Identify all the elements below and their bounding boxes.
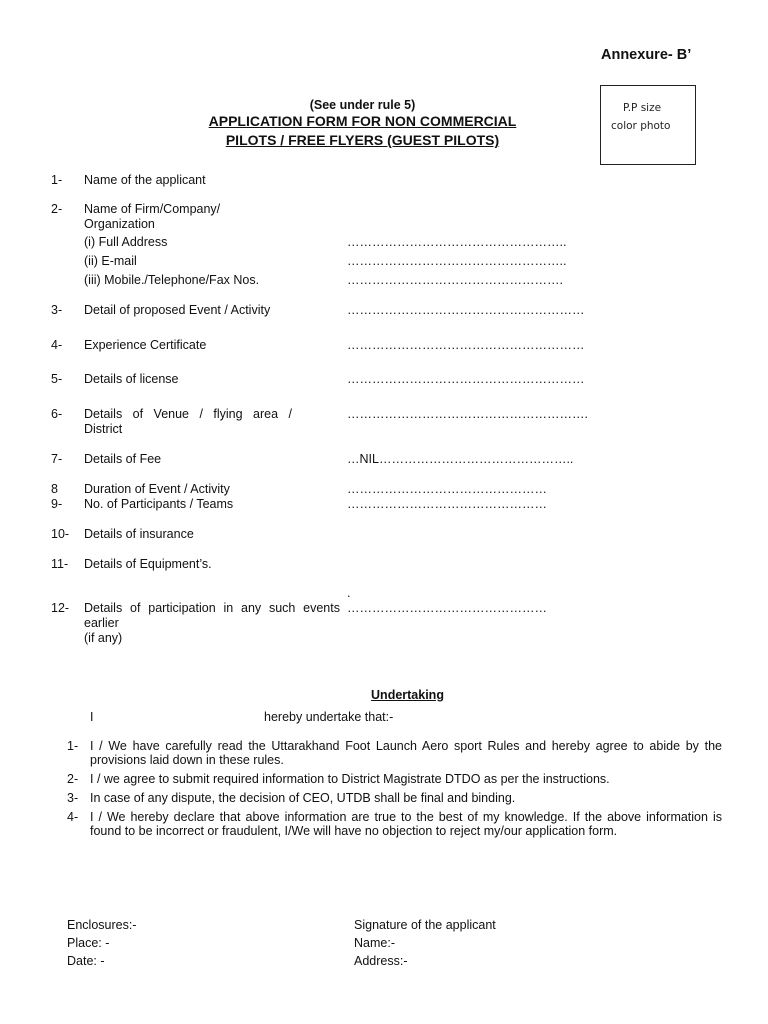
point-text: I / we agree to submit required information to District Magistrate DTDO as per the instructions.	[90, 772, 610, 786]
date-label: Date: -	[67, 954, 105, 968]
item-label: Details of Fee	[84, 452, 162, 466]
item-number: 6-	[51, 407, 63, 421]
sub-item-label: (ii) E-mail	[84, 254, 137, 268]
photo-box-line2: color photo	[611, 120, 671, 132]
item-label: Details of Equipment’s.	[84, 557, 212, 571]
item-value: …………………………………………………	[347, 338, 585, 352]
sub-item-value: ……………………………………………..	[347, 235, 567, 249]
item-number: 7-	[51, 452, 63, 466]
item-number: 5-	[51, 372, 63, 386]
item-label: Details of insurance	[84, 527, 194, 541]
item-label: Name of the applicant	[84, 173, 206, 187]
point-text: I / We have carefully read the Uttarakhand Foot Launch Aero sport Rules and hereby agree to abide by the provisions laid down in these rules.	[90, 739, 722, 767]
point-number: 4-	[67, 810, 79, 824]
item-label: Details of Venue / flying area /	[84, 407, 292, 421]
form-title-line2: PILOTS / FREE FLYERS (GUEST PILOTS)	[225, 132, 500, 148]
item-value: …………………………………………	[347, 497, 547, 511]
item-label-cont: District	[84, 422, 123, 436]
undertaking-heading: Undertaking	[371, 688, 444, 702]
sub-item-label: (i) Full Address	[84, 235, 168, 249]
point-number: 3-	[67, 791, 79, 805]
item-label-cont: (if any)	[84, 631, 123, 645]
signature-label: Signature of the applicant	[354, 918, 496, 932]
sub-item-label: (iii) Mobile./Telephone/Fax Nos.	[84, 273, 260, 287]
point-text: In case of any dispute, the decision of CEO, UTDB shall be final and binding.	[90, 791, 516, 805]
item-label: Name of Firm/Company/	[84, 202, 221, 216]
item-number: 8	[51, 482, 58, 496]
address-label: Address:-	[354, 954, 408, 968]
item-label: No. of Participants / Teams	[84, 497, 234, 511]
name-label: Name:-	[354, 936, 395, 950]
place-label: Place: -	[67, 936, 110, 950]
item-number: 10-	[51, 527, 70, 541]
item-value: …………………………………………	[347, 601, 547, 615]
item-value: ………………………………………………….	[347, 407, 588, 421]
item-label: Duration of Event / Activity	[84, 482, 230, 496]
form-title-line1: APPLICATION FORM FOR NON COMMERCIAL	[208, 113, 517, 129]
annexure-label: Annexure- B’	[601, 47, 692, 63]
point-number: 1-	[67, 739, 79, 753]
item-value: …………………………………………………	[347, 372, 585, 386]
item-number: 9-	[51, 497, 63, 511]
item-label: Detail of proposed Event / Activity	[84, 303, 271, 317]
item-number: 11-	[51, 557, 69, 571]
item-label-cont: Organization	[84, 217, 155, 231]
item-label-cont: earlier	[84, 616, 119, 630]
rule-reference: (See under rule 5)	[309, 98, 416, 112]
item-value-dot: .	[347, 586, 351, 600]
point-number: 2-	[67, 772, 79, 786]
sub-item-value: …………………………………………….	[347, 273, 563, 287]
item-label: Details of participation in any such events	[84, 601, 340, 615]
item-value: …………………………………………	[347, 482, 547, 496]
item-value: …………………………………………………	[347, 303, 585, 317]
undertaking-intro-i: I	[90, 710, 94, 724]
item-number: 1-	[51, 173, 63, 187]
item-number: 12-	[51, 601, 70, 615]
item-label: Details of license	[84, 372, 179, 386]
sub-item-value: ……………………………………………..	[347, 254, 567, 268]
item-label: Experience Certificate	[84, 338, 207, 352]
point-text: I / We hereby declare that above information are true to the best of my knowledge. If the above information is found to be incorrect or fraudulent, I/We will have no objection to reject my/our application form.	[90, 810, 722, 838]
photo-box-line1: P.P size	[623, 102, 662, 114]
enclosures-label: Enclosures:-	[67, 918, 137, 932]
item-value: …NIL………………………………………..	[347, 452, 574, 466]
item-number: 3-	[51, 303, 63, 317]
undertaking-intro: hereby undertake that:-	[264, 710, 394, 724]
item-number: 4-	[51, 338, 63, 352]
item-number: 2-	[51, 202, 63, 216]
